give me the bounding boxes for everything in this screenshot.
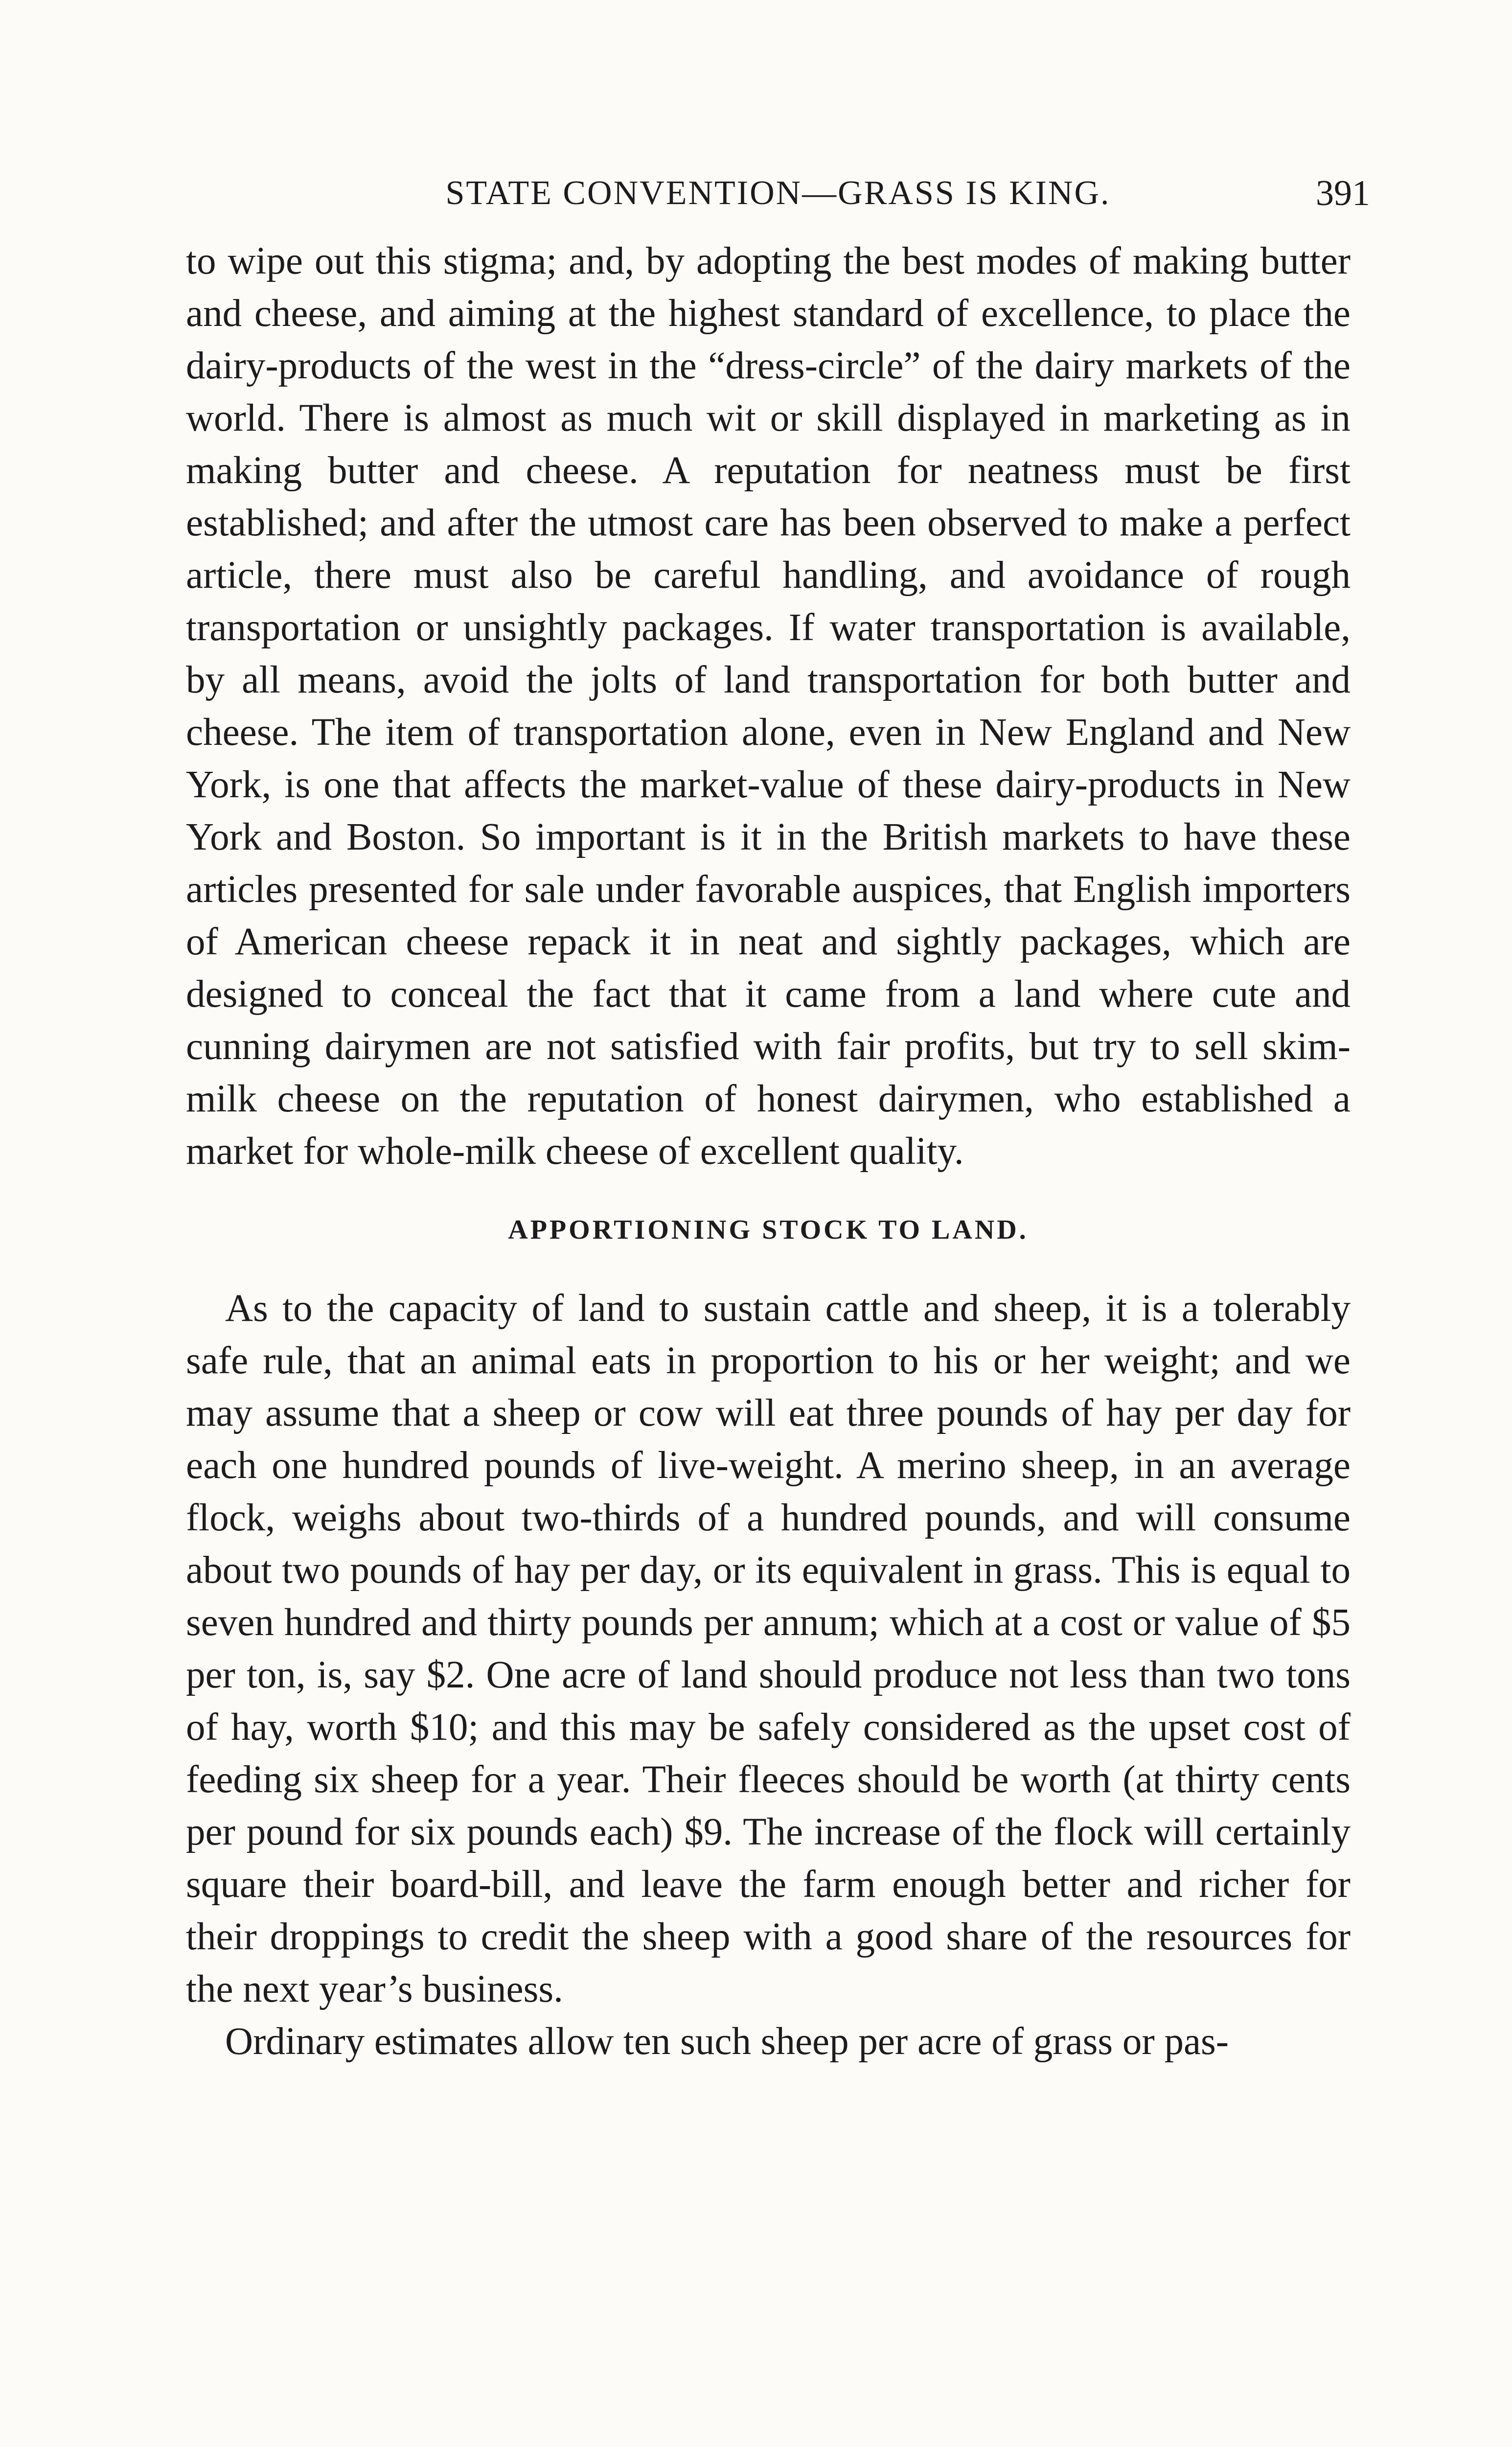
page-number: 391 [1316,173,1370,213]
paragraph-ordinary-estimates: Ordinary estimates allow ten such sheep per acre of grass or pas- [225,2020,1229,2063]
paragraph-apportioning: As to the capacity of land to sustain cattle and sheep, it is a tolerably safe rule, that an animal eats in proportion to his or her weight; and we may assume that a sheep or cow will eat three pounds of hay per day for each one hundred pounds of live-weight. A merino sheep, in an average flock, weighs about two-thirds of a hundred pounds, and will consume about two pounds of hay per day, or its equivalent in grass. This is equal to seven hundred and thirty pounds per annum; which at a cost or value of $5 per ton, is, say $2. One acre of land should produce not less than two tons of hay, worth $10; and this may be safely considered as the upset cost of feeding six sheep for a year. Their fleeces should be worth (at thirty cents per pound for six pounds each) $9. The increase of the flock will certainly square their board-bill, and leave the farm enough better and richer for their droppings to credit the sheep with a good share of the resources for the next year’s business. [186,1287,1351,2010]
running-head [186,166,1370,220]
section-heading: APPORTIONING STOCK TO LAND. [508,1215,1029,1245]
body-text [186,235,1351,2068]
paragraph-continued: to wipe out this stigma; and, by adopting the best modes of making butter and cheese, and aiming at the highest standard of excellence, to place the dairy-products of the west in the “dress-circle” of the dairy markets of the world. There is almost as much wit or skill displayed in marketing as in making butter and cheese. A reputation for neatness must be first established; and after the utmost care has been observed to make a perfect article, there must also be careful handling, and avoidance of rough transportation or unsightly packages. If water transportation is available, by all means, avoid the jolts of land transportation for both butter and cheese. The item of transportation alone, even in New England and New York, is one that affects the market-value of these dairy-products in New York and Boston. So important is it in the British markets to have these articles presented for sale under favorable auspices, that English importers of American cheese repack it in neat and sightly packages, which are designed to conceal the fact that it came from a land where cute and cunning dairymen are not satisfied with fair profits, but try to sell skim-milk cheese on the reputation of honest dairymen, who established a market for whole-milk cheese of excellent quality. [186,240,1351,1173]
running-head-title: STATE CONVENTION—GRASS IS KING. [445,174,1111,212]
